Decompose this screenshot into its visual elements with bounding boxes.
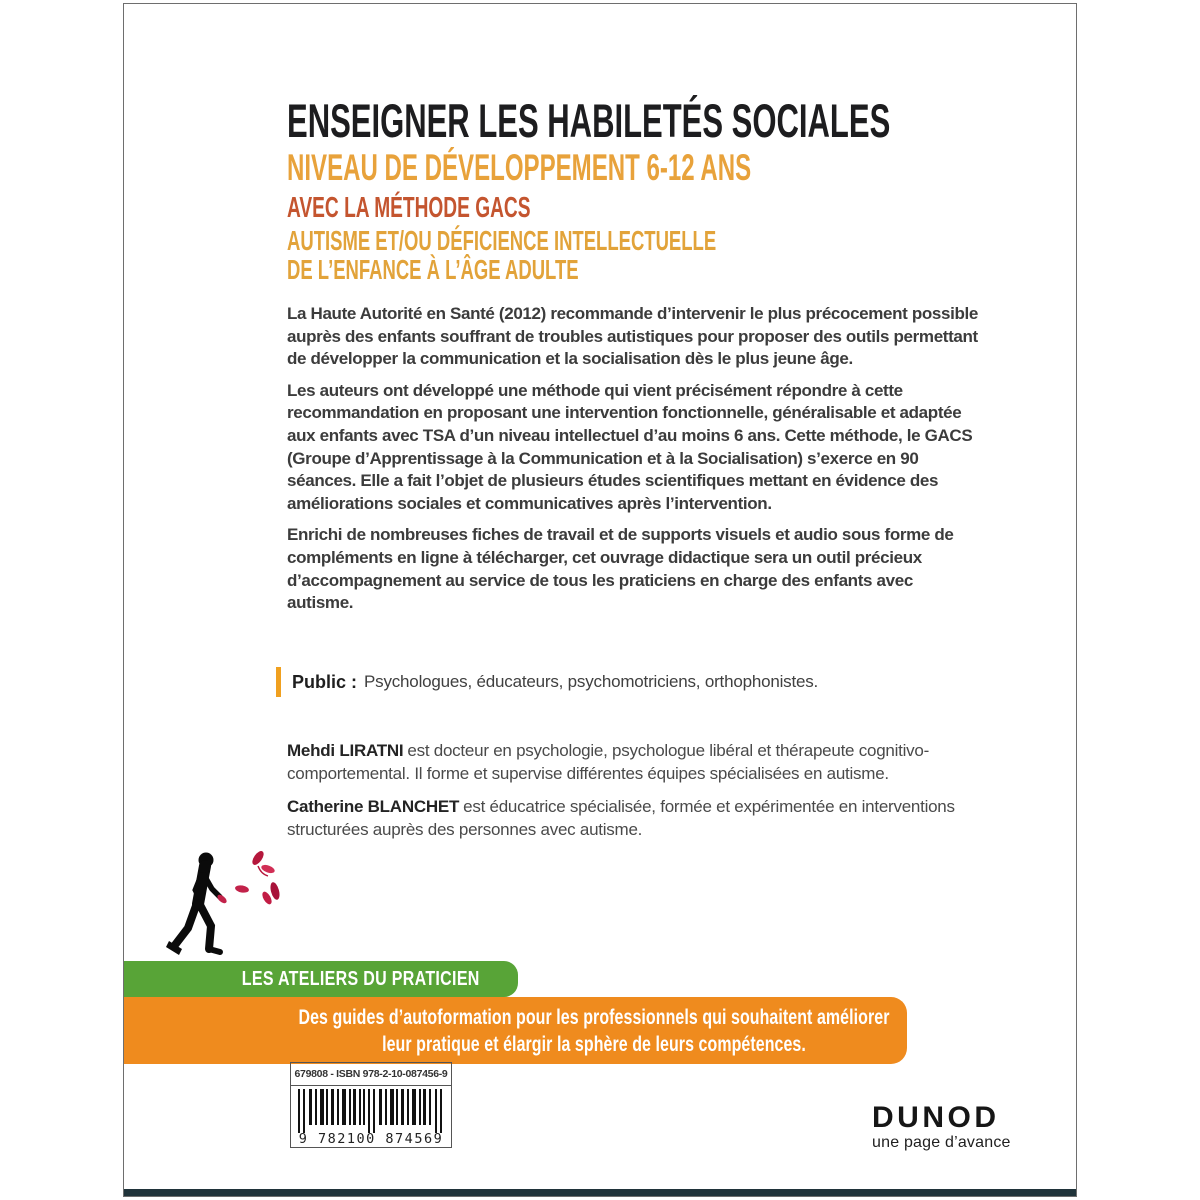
public-accent-bar	[276, 667, 281, 697]
title-block	[287, 96, 1200, 284]
audience-line-1: AUTISME ET/OU DÉFICIENCE INTELLECTUELLE	[287, 225, 717, 256]
person-silhouette	[166, 853, 220, 956]
collection-banner-label: LES ATELIERS DU PRATICIEN	[241, 967, 480, 990]
public-label: Public :	[292, 671, 358, 692]
publisher-tagline: une page d’avance	[872, 1134, 1011, 1151]
petal-icons	[216, 849, 281, 906]
back-cover-copy	[287, 303, 979, 624]
bottom-color-bar	[124, 1189, 1076, 1196]
method-line: AVEC LA MÉTHODE GACS	[287, 192, 531, 224]
publisher-name: DUNOD	[872, 1101, 1000, 1134]
barcode-block	[290, 1085, 452, 1148]
paragraph-3: Enrichi de nombreuses fiches de travail et de supports visuels et audio sous forme de compléments en ligne à télécharger, cet ouvrage didactique sera un outil précieux d’accompagnement au service de tous les praticiens en charge des enfants avec autisme.	[287, 525, 954, 613]
author-bio-1	[287, 739, 963, 785]
collection-tagline-banner	[124, 997, 907, 1064]
author-bio-text-2: est éducatrice spécialisée, formée et expérimentée en interventions structurées auprès des personnes avec autisme.	[287, 797, 955, 839]
isbn-box: 679808 - ISBN 978-2-10-087456-9	[290, 1062, 452, 1086]
book-subtitle: NIVEAU DE DÉVELOPPEMENT 6-12 ANS	[287, 147, 752, 188]
petal-icon	[234, 884, 249, 893]
barcode-icon	[296, 1089, 446, 1145]
book-title: ENSEIGNER LES HABILETÉS SOCIALES	[287, 94, 891, 147]
audience-line-2: DE L’ENFANCE À L’ÂGE ADULTE	[287, 254, 579, 285]
walking-person-illustration	[162, 834, 414, 964]
author-name-2: Catherine BLANCHET	[287, 797, 460, 816]
petal-icon	[250, 849, 266, 867]
barcode-number: 9 782100 874569	[298, 1131, 444, 1145]
public-text: Psychologues, éducateurs, psychomotriciens, orthophonistes.	[364, 672, 819, 691]
author-name-1: Mehdi LIRATNI	[287, 741, 404, 760]
public-row	[276, 667, 818, 697]
paragraph-1: La Haute Autorité en Santé (2012) recommande d’intervenir le plus précocement possible auprès des enfants souffrant de troubles autistiques pour proposer des outils permettant de développer la communication et la socialisation dès le plus jeune âge.	[287, 304, 979, 369]
publisher-logo	[872, 1103, 1011, 1152]
cover-panel	[123, 3, 1077, 1197]
collection-banner	[124, 961, 518, 997]
collection-tagline-text: Des guides d’autoformation pour les professionnels qui souhaitent améliorer leur pratique et élargir la sphère de leurs compétences.	[298, 1006, 890, 1056]
paragraph-2: Les auteurs ont développé une méthode qui vient précisément répondre à cette recommandation en proposant une intervention fonctionnelle, généralisable et adaptée aux enfants avec TSA d’un niveau intellectuel d’au moins 6 ans. Cette méthode, le GACS (Groupe d’Apprentissage à la Communication et à la Socialisation) s’exerce en 90 séances. Elle a fait l’objet de plusieurs études scientifiques mettant en évidence des améliorations sociales et communicatives après l’intervention.	[287, 380, 973, 513]
author-bio-text-1: est docteur en psychologie, psychologue libéral et thérapeute cognitivo-comportemental. Il forme et supervise différentes équipes spécialisées en autisme.	[287, 741, 929, 783]
